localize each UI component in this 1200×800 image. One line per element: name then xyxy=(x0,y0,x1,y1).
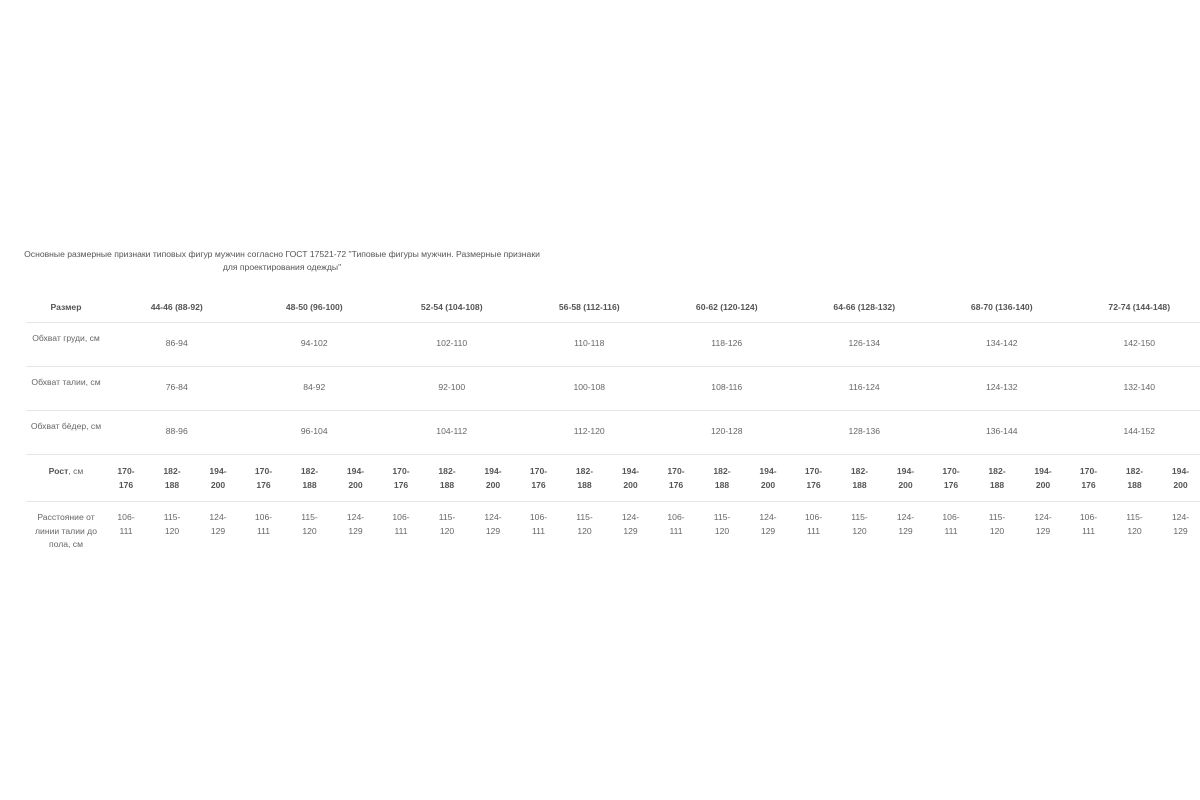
height-value-cell: 170-176 xyxy=(529,466,548,490)
height-value-cell: 194-200 xyxy=(1034,466,1052,490)
distance-value-cell: 106-111 xyxy=(254,512,273,536)
waist-value-cell: 100-108 xyxy=(573,382,606,392)
distance-value-cell: 106-111 xyxy=(804,512,823,536)
height-value-cell: 194-200 xyxy=(621,466,640,490)
chest-value-cell: 94-102 xyxy=(300,338,328,348)
height-value-cell: 170-176 xyxy=(117,466,135,490)
size-header-cell: 72-74 (144-148) xyxy=(1108,302,1171,312)
height-value-cell: 182-188 xyxy=(163,466,181,490)
distance-value-cell: 106-111 xyxy=(529,512,548,536)
height-value-cell: 182-188 xyxy=(438,466,456,490)
distance-value-cell: 124-129 xyxy=(484,512,502,536)
waist-value-cell: 84-92 xyxy=(303,382,326,392)
waist-value-cell: 132-140 xyxy=(1123,382,1156,392)
height-value-cell: 182-188 xyxy=(713,466,731,490)
height-value-cell: 194-200 xyxy=(346,466,365,490)
distance-value-cell: 115-120 xyxy=(576,512,593,536)
hips-value-cell: 128-136 xyxy=(848,426,881,436)
distance-value-cell: 115-120 xyxy=(438,512,456,536)
height-value-cell: 194-200 xyxy=(209,466,227,490)
hips-value-cell: 88-96 xyxy=(165,426,188,436)
height-value-cell: 170-176 xyxy=(392,466,410,490)
height-value-cell: 170-176 xyxy=(804,466,823,490)
distance-value-cell: 124-129 xyxy=(209,512,227,536)
distance-value-cell: 106-111 xyxy=(1079,512,1098,536)
distance-value-cell: 106-111 xyxy=(667,512,685,536)
hips-value-cell: 96-104 xyxy=(300,426,328,436)
distance-value-cell: 106-111 xyxy=(392,512,410,536)
distance-row xyxy=(26,502,1200,572)
distance-value-cell: 124-129 xyxy=(346,512,365,536)
height-value-cell: 194-200 xyxy=(484,466,502,490)
size-header-cell: 52-54 (104-108) xyxy=(420,302,483,312)
distance-value-cell: 106-111 xyxy=(117,512,135,536)
chest-value-cell: 126-134 xyxy=(848,338,881,348)
distance-value-cell: 124-129 xyxy=(896,512,915,536)
size-header-cell: 64-66 (128-132) xyxy=(833,302,896,312)
distance-value-cell: 115-120 xyxy=(163,512,181,536)
height-value-cell: 170-176 xyxy=(667,466,685,490)
waist-value-cell: 124-132 xyxy=(985,382,1018,392)
chest-value-cell: 142-150 xyxy=(1123,338,1156,348)
chest-value-cell: 118-126 xyxy=(711,338,743,348)
height-value-cell: 170-176 xyxy=(1079,466,1098,490)
chest-label: Обхват груди, см xyxy=(32,333,100,343)
size-label: Размер xyxy=(50,302,82,312)
size-row xyxy=(26,290,1200,323)
distance-value-cell: 124-129 xyxy=(759,512,777,536)
distance-value-cell: 124-129 xyxy=(621,512,640,536)
distance-value-cell: 115-120 xyxy=(713,512,731,536)
hips-value-cell: 120-128 xyxy=(710,426,743,436)
hips-label: Обхват бёдер, см xyxy=(30,421,102,431)
distance-value-cell: 115-120 xyxy=(988,512,1006,536)
distance-value-cell: 115-120 xyxy=(301,512,318,536)
distance-value-cell: 115-120 xyxy=(851,512,868,536)
hips-value-cell: 104-112 xyxy=(436,426,468,436)
hips-value-cell: 136-144 xyxy=(985,426,1018,436)
hips-value-cell: 144-152 xyxy=(1123,426,1156,436)
height-value-cell: 194-200 xyxy=(1171,466,1190,490)
height-label xyxy=(26,465,106,479)
height-row xyxy=(26,455,1200,502)
chest-value-cell: 110-118 xyxy=(574,338,605,348)
height-value-cell: 182-188 xyxy=(988,466,1006,490)
height-value-cell: 170-176 xyxy=(942,466,960,490)
height-value-cell: 182-188 xyxy=(1125,466,1144,490)
table-caption: Основные размерные признаки типовых фигур мужчин согласно ГОСТ 17521-72 "Типовые фигуры мужчин. Размерные признаки для проектирования одежды" xyxy=(24,249,540,272)
hips-row xyxy=(26,411,1200,455)
size-header-cell: 56-58 (112-116) xyxy=(558,302,620,312)
height-value-cell: 194-200 xyxy=(759,466,777,490)
size-header-cell: 68-70 (136-140) xyxy=(970,302,1033,312)
waist-value-cell: 108-116 xyxy=(711,382,743,392)
height-value-cell: 182-188 xyxy=(850,466,869,490)
distance-value-cell: 106-111 xyxy=(942,512,960,536)
height-label-unit: , см xyxy=(68,466,84,476)
hips-value-cell: 112-120 xyxy=(573,426,605,436)
waist-row xyxy=(26,367,1200,411)
size-header-cell: 48-50 (96-100) xyxy=(285,302,343,312)
distance-value-cell: 124-129 xyxy=(1171,512,1190,536)
waist-value-cell: 92-100 xyxy=(438,382,466,392)
waist-value-cell: 116-124 xyxy=(848,382,880,392)
size-table xyxy=(26,290,1200,572)
waist-label: Обхват талии, см xyxy=(31,377,101,387)
chest-value-cell: 102-110 xyxy=(436,338,468,348)
height-value-cell: 170-176 xyxy=(254,466,273,490)
chest-value-cell: 86-94 xyxy=(165,338,188,348)
distance-label: Расстояние от линии талии до пола, см xyxy=(35,512,97,549)
distance-value-cell: 115-120 xyxy=(1126,512,1143,536)
height-value-cell: 194-200 xyxy=(896,466,915,490)
waist-value-cell: 76-84 xyxy=(165,382,188,392)
chest-row xyxy=(26,323,1200,367)
size-header-cell: 60-62 (120-124) xyxy=(695,302,758,312)
chest-value-cell: 134-142 xyxy=(985,338,1018,348)
height-value-cell: 182-188 xyxy=(575,466,594,490)
size-header-cell: 44-46 (88-92) xyxy=(150,302,203,312)
distance-value-cell: 124-129 xyxy=(1034,512,1052,536)
height-label-bold: Рост xyxy=(48,466,69,476)
height-value-cell: 182-188 xyxy=(300,466,319,490)
